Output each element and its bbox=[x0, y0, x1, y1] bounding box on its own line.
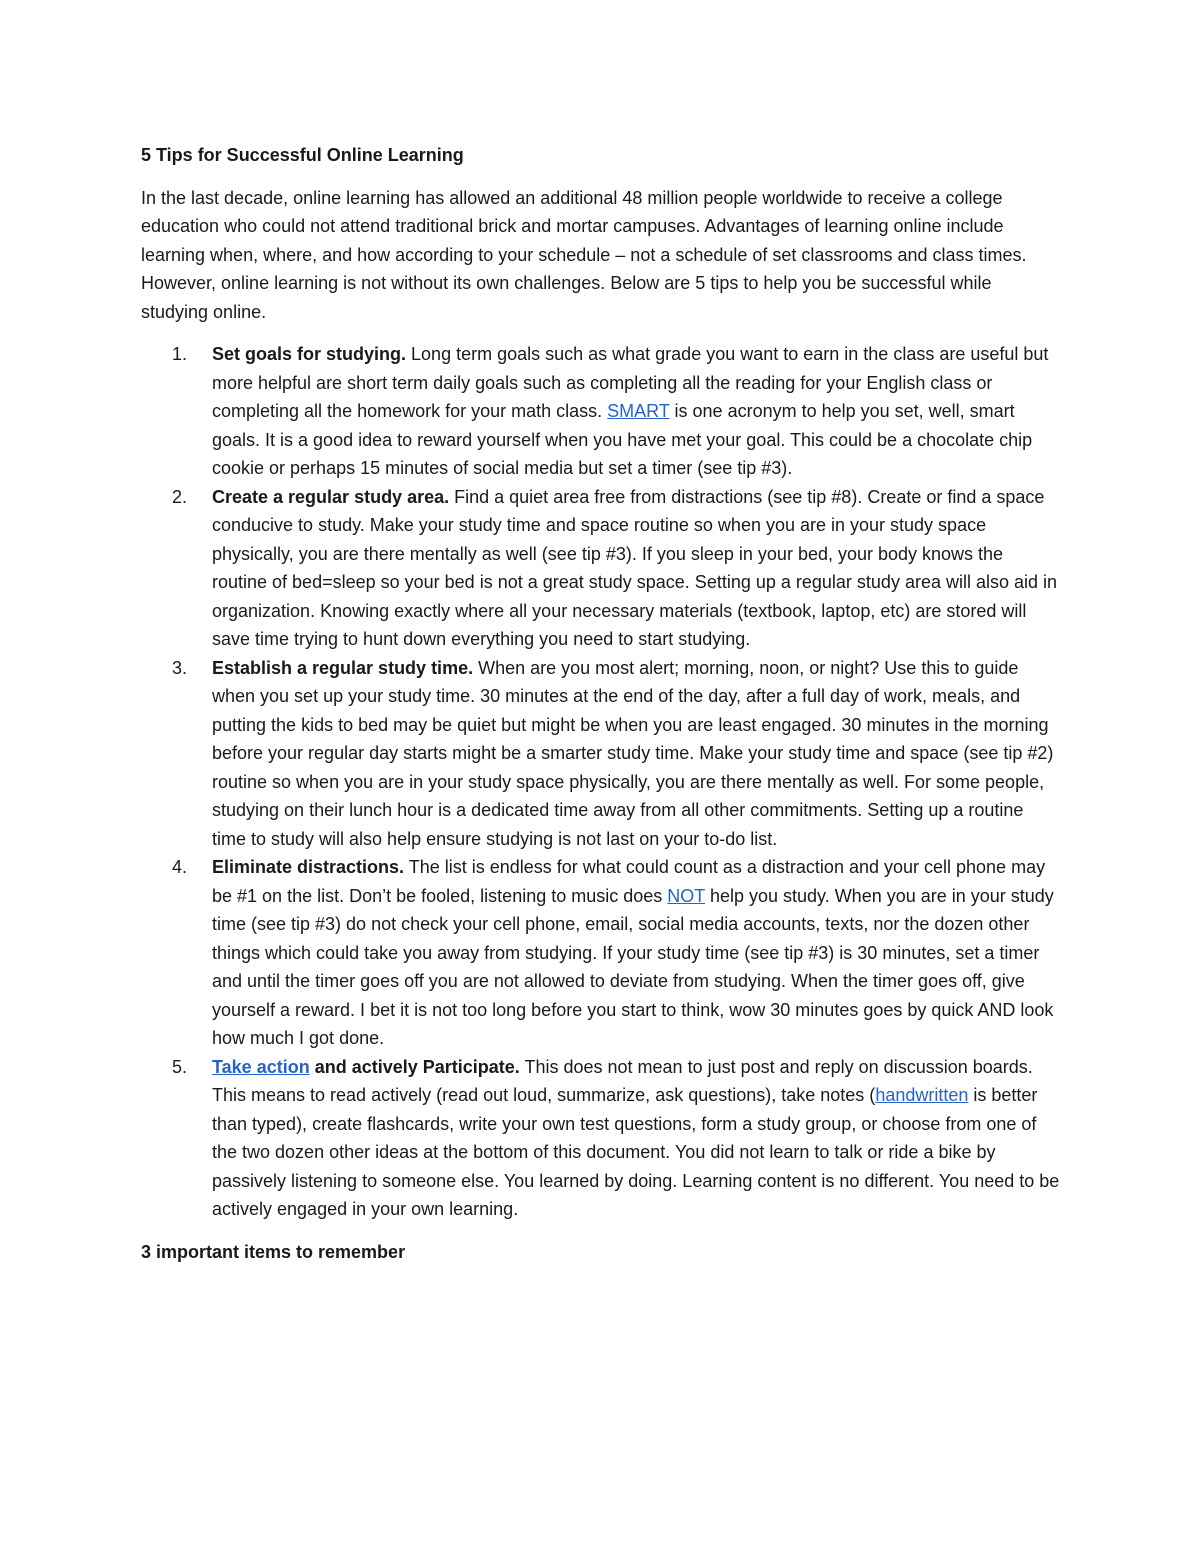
document-title: 5 Tips for Successful Online Learning bbox=[141, 145, 464, 165]
list-item bbox=[141, 1053, 1061, 1224]
list-number: 2. bbox=[172, 486, 188, 507]
list-number: 4. bbox=[172, 857, 188, 877]
intro-paragraph: In the last decade, online learning has allowed an additional 48 million people worldwide to receive a college education who could not attend traditional brick and mortar campuses. Advantages of learning online include learning when, where, and how according to your schedule – not a schedule of set classrooms and class times. However, online learning is not without its own challenges. Below are 5 tips to help you be successful while studying online. bbox=[141, 187, 1027, 322]
section-heading: 3 important items to remember bbox=[141, 1241, 406, 1262]
handwritten-link[interactable]: handwritten bbox=[875, 1085, 969, 1105]
take-action-link[interactable]: Take action bbox=[212, 1056, 310, 1077]
tip-heading: Eliminate distractions. bbox=[212, 857, 405, 877]
tip-text: help you study. When you are in your study time (see tip #3) do not check your cell phone, email, social media accounts, texts, nor the dozen other things which could take you away from studying. If your study time (see tip #3) is 30 minutes, set a timer and until the timer goes off you are not allowed to deviate from studying. When the timer goes off, give yourself a reward. I bet it is not too long before you start to think, wow 30 minutes goes by quick AND look how much I got done. bbox=[212, 885, 1054, 1048]
tip-heading: Set goals for studying. bbox=[212, 344, 407, 364]
list-number: 3. bbox=[172, 657, 188, 678]
tip-heading: Create a regular study area. bbox=[212, 486, 450, 507]
list-item bbox=[141, 483, 1061, 654]
not-link[interactable]: NOT bbox=[667, 885, 705, 906]
tip-text: is one acronym to help you set, well, smart goals. It is a good idea to reward yourself when you have met your goal. This could be a chocolate chip cookie or perhaps 15 minutes of social media but set a timer (see tip #3). bbox=[212, 401, 1033, 478]
tip-text: Long term goals such as what grade you want to earn in the class are useful but more helpful are short term daily goals such as completing all the reading for your English class or completing all the homework for your math class. bbox=[212, 344, 1049, 421]
list-item bbox=[141, 853, 1061, 1053]
document-page bbox=[141, 141, 1061, 1266]
tip-text: is better than typed), create flashcards, write your own test questions, form a study group, or choose from one of the two dozen other ideas at the bottom of this document. You did not learn to talk or ride a bike by passively listening to someone else. You learned by doing. Learning content is no different. You need to be actively engaged in your own learning. bbox=[212, 1085, 1060, 1219]
list-item bbox=[141, 340, 1061, 483]
tip-heading: and actively Participate. bbox=[309, 1056, 520, 1077]
tip-text: This does not mean to just post and reply on discussion boards. This means to read actively (read out loud, summarize, ask questions), take notes ( bbox=[212, 1056, 1033, 1105]
tip-heading: Establish a regular study time. bbox=[212, 657, 474, 678]
list-number: 5. bbox=[172, 1056, 188, 1077]
tips-list bbox=[141, 340, 1061, 1224]
tip-text: Find a quiet area free from distractions (see tip #8). Create or find a space conducive to study. Make your study time and space routine so when you are in your study space physically, you are there mentally as well (see tip #3). If you sleep in your bed, your body knows the routine of bed=sleep so your bed is not a great study space. Setting up a regular study area will also aid in organization. Knowing exactly where all your necessary materials (textbook, laptop, etc) are stored will save time trying to hunt down everything you need to start studying. bbox=[212, 486, 1058, 649]
tip-text: When are you most alert; morning, noon, or night? Use this to guide when you set up your study time. 30 minutes at the end of the day, after a full day of work, meals, and putting the kids to bed may be quiet but might be when you are least engaged. 30 minutes in the morning before your regular day starts might be a smarter study time. Make your study time and space (see tip #2) routine so when you are in your study space physically, you are there mentally as well. For some people, studying on their lunch hour is a dedicated time away from all other commitments. Setting up a routine time to study will also help ensure studying is not last on your to-do list. bbox=[212, 657, 1054, 849]
list-number: 1. bbox=[172, 344, 188, 364]
list-item bbox=[141, 654, 1061, 854]
tip-text: The list is endless for what could count as a distraction and your cell phone may be #1 on the list. Don’t be fooled, listening to music does bbox=[212, 857, 1046, 906]
smart-link[interactable]: SMART bbox=[607, 401, 670, 421]
